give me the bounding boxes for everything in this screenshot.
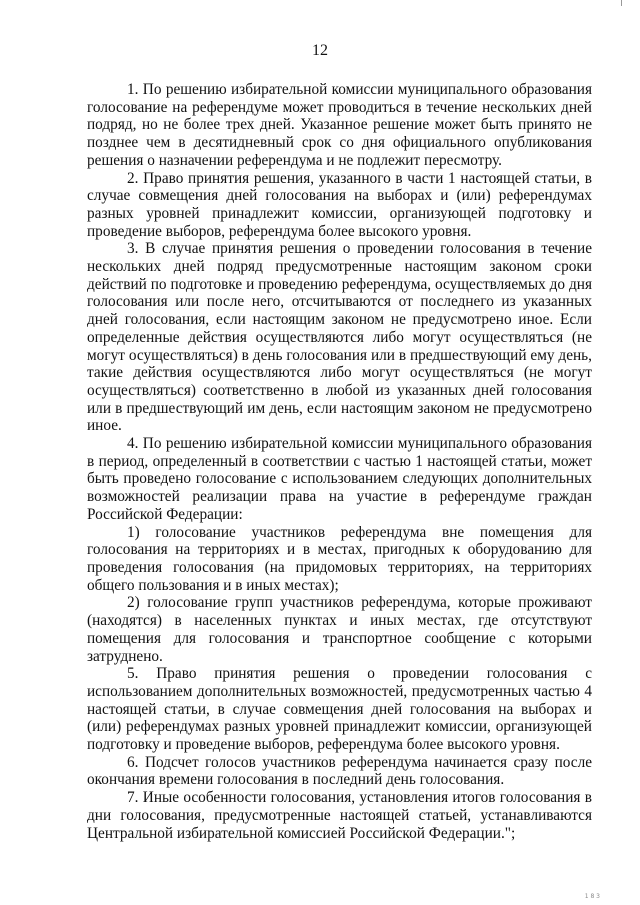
paragraph-7: 7. Иные особенности голосования, установления итогов голосования в дни голосования, предусмотренные настоящей статьей, устанавливаются Центральной избирательной комиссией Российской Федерации.";	[87, 789, 592, 842]
paragraph-5: 5. Право принятия решения о проведении голосования с использованием дополнительных возможностей, предусмотренных частью 4 настоящей статьи, в случае совмещения дней голосования на выборах и (или) референдумах разных уровней принадлежит комиссии, организующей подготовку и проведение выборов, референдума более высокого уровня.	[87, 665, 592, 754]
paragraph-4-item-1: 1) голосование участников референдума вне помещения для голосования на территориях и в местах, пригодных к оборудованию для проведения голосования (на придомовых территориях, на территориях общего пользования и в иных местах);	[87, 523, 592, 594]
paragraph-3: 3. В случае принятия решения о проведении голосования в течение нескольких дней подряд предусмотренные настоящим законом сроки действий по подготовке и проведению референдума, осуществляемых до дня голосования или после него, отсчитываются от последнего из указанных дней голосования, если настоящим законом не предусмотрено иное. Если определенные действия осуществляются либо могут осуществляться (не могут осуществляться) в день голосования или в предшествующий ему день, такие действия осуществляются либо могут осуществляться (не могут осуществляться) соответственно в любой из указанных дней голосования или в предшествующий им день, если настоящим законом не предусмотрено иное.	[87, 240, 592, 435]
footer-scan-mark: 1 8 3	[584, 893, 600, 900]
paragraph-2: 2. Право принятия решения, указанного в части 1 настоящей статьи, в случае совмещения дней голосования на выборах и (или) референдумах разных уровней принадлежит комиссии, организующей подготовку и проведение выборов, референдума более высокого уровня.	[87, 169, 592, 240]
paragraph-4: 4. По решению избирательной комиссии муниципального образования в период, определенный в соответствии с частью 1 настоящей статьи, может быть проведено голосование с использованием следующих дополнительных возможностей реализации права на участие в референдуме граждан Российской Федерации:	[87, 435, 592, 523]
paragraph-6: 6. Подсчет голосов участников референдума начинается сразу после окончания времени голосования в последний день голосования.	[87, 753, 592, 789]
paragraph-4-item-2: 2) голосование групп участников референдума, которые проживают (находятся) в населенных пунктах и иных местах, где отсутствуют помещения для голосования и транспортное сообщение с которыми затруднено.	[87, 594, 592, 665]
document-body	[87, 81, 592, 842]
scan-corner-mark	[621, 0, 622, 6]
paragraph-1: 1. По решению избирательной комиссии муниципального образования голосование на референдуме может проводиться в течение нескольких дней подряд, но не более трех дней. Указанное решение может быть принято не позднее чем в десятидневный срок со дня официального опубликования решения о назначении референдума и не подлежит пересмотру.	[87, 81, 592, 169]
page-number: 12	[312, 42, 328, 59]
